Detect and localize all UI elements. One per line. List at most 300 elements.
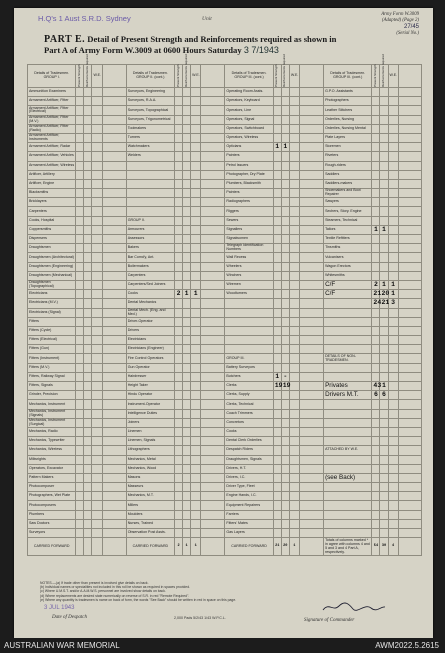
cell (398, 244, 421, 253)
present-value (372, 473, 380, 482)
cell (201, 262, 225, 271)
cell (299, 382, 323, 391)
trade-label: Electricians (126, 336, 174, 345)
cell (76, 538, 84, 556)
we-value (191, 464, 201, 473)
we-value (388, 216, 398, 225)
required-value (84, 262, 92, 271)
we-value (92, 391, 102, 400)
trade-label: Coach Trimmers (225, 409, 273, 418)
present-value (372, 253, 380, 262)
trade-label: Armament Artificer, Instruments (28, 133, 76, 142)
we-value (191, 519, 201, 528)
required-value (281, 354, 289, 363)
required-value (281, 418, 289, 427)
cell (398, 345, 421, 354)
required-value (380, 97, 388, 106)
cell (299, 455, 323, 464)
required-value (183, 473, 191, 482)
table-row (28, 427, 422, 436)
we-value (92, 473, 102, 482)
present-value (175, 124, 183, 133)
trade-label: Shoemakers and Boot Repairer (324, 189, 372, 198)
required-value (183, 216, 191, 225)
table-row (28, 317, 422, 326)
present-value (273, 115, 281, 124)
page-title (44, 34, 414, 55)
we-value (92, 483, 102, 492)
we-value (289, 317, 299, 326)
col-present: Present Strength (175, 65, 183, 88)
cell (299, 225, 323, 234)
cell (102, 464, 126, 473)
trade-label: Toolmakers (126, 124, 174, 133)
required-value (84, 207, 92, 216)
trade-label: Mechanics, Instrument (Surgical) (28, 418, 76, 427)
we-value (92, 446, 102, 455)
cell (201, 455, 225, 464)
trade-label: Armament Artificer, Fitter (Electrical) (28, 106, 76, 115)
trade-label: Clerks, Technical (225, 400, 273, 409)
we-value (92, 336, 102, 345)
present-value (273, 510, 281, 519)
trade-label: Intelligence Duties (126, 409, 174, 418)
required-value (84, 354, 92, 363)
col-required: Reinforcements required (183, 65, 191, 88)
present-value (76, 161, 84, 170)
present-value (175, 400, 183, 409)
unit-label: Unit (202, 16, 212, 22)
present-value (175, 317, 183, 326)
required-value (183, 106, 191, 115)
present-value (273, 198, 281, 207)
present-value (175, 198, 183, 207)
cell (398, 473, 421, 482)
present-value (175, 391, 183, 400)
we-value (289, 262, 299, 271)
present-value (175, 143, 183, 152)
present-value (76, 510, 84, 519)
table-row (28, 354, 422, 363)
we-value (289, 382, 299, 391)
carried-forward-label: CARRIED FORWARD (126, 538, 174, 556)
trade-label: Cooks (126, 290, 174, 299)
present-value (273, 262, 281, 271)
we-value (92, 409, 102, 418)
we-value (388, 225, 398, 234)
required-value (380, 308, 388, 317)
trade-label: Fitters (28, 317, 76, 326)
present-value (175, 308, 183, 317)
present-value (175, 299, 183, 308)
we-value (388, 207, 398, 216)
trade-label: Armament Artificer, Wireless (28, 161, 76, 170)
required-value (183, 372, 191, 381)
required-value (281, 464, 289, 473)
required-value (84, 519, 92, 528)
present-value (372, 437, 380, 446)
trade-label (225, 345, 273, 354)
trade-label: Plumbers (28, 510, 76, 519)
required-value (84, 326, 92, 335)
present-value (372, 161, 380, 170)
we-value (92, 244, 102, 253)
required-value (84, 345, 92, 354)
present-value (175, 473, 183, 482)
cell (201, 400, 225, 409)
trade-label: Watchmakers (126, 143, 174, 152)
trade-label (324, 400, 372, 409)
required-value (380, 124, 388, 133)
trade-label: Wheelers (225, 262, 273, 271)
required-value (84, 198, 92, 207)
cell (299, 290, 323, 299)
cell (102, 363, 126, 372)
cell (398, 280, 421, 289)
table-row (28, 216, 422, 225)
cell (299, 483, 323, 492)
required-value: 21 (381, 299, 390, 307)
present-value (76, 464, 84, 473)
cell (299, 179, 323, 188)
required-value (281, 207, 289, 216)
required-value (281, 510, 289, 519)
we-value (289, 400, 299, 409)
required-value (183, 299, 191, 308)
required-value (281, 225, 289, 234)
we-value (289, 280, 299, 289)
present-value (76, 400, 84, 409)
cell (102, 198, 126, 207)
required-value (380, 345, 388, 354)
we-value (191, 280, 201, 289)
cell (398, 161, 421, 170)
trade-label (324, 299, 372, 308)
we-value (388, 391, 398, 400)
required-value (380, 529, 388, 538)
cell (398, 253, 421, 262)
cell (102, 152, 126, 161)
required-value (183, 455, 191, 464)
present-value (76, 473, 84, 482)
we-value (289, 244, 299, 253)
col-group3: Details of Tradesmen. GROUP III. (cont.) (225, 65, 273, 88)
trade-label: Boilermakers (126, 262, 174, 271)
we-value (289, 437, 299, 446)
cell (201, 189, 225, 198)
trade-label: Vulcanisers (324, 253, 372, 262)
cell (299, 409, 323, 418)
cell (201, 510, 225, 519)
we-value (388, 529, 398, 538)
cell (201, 207, 225, 216)
we-value (92, 418, 102, 427)
required-value: 1 (183, 290, 191, 299)
required-value (183, 501, 191, 510)
we-value (191, 326, 201, 335)
table-row (28, 501, 422, 510)
required-value (380, 483, 388, 492)
required-value (281, 179, 289, 188)
strength-table (27, 54, 422, 556)
cell (398, 418, 421, 427)
cell (201, 427, 225, 436)
required-value (380, 207, 388, 216)
cell (102, 299, 126, 308)
we-value: 1 (191, 290, 201, 299)
cell (398, 455, 421, 464)
cf4-we: 4 (388, 538, 398, 556)
cell (299, 336, 323, 345)
we-value (92, 179, 102, 188)
trade-label: Wagon Erectors (324, 262, 372, 271)
we-value (388, 427, 398, 436)
required-value (84, 446, 92, 455)
present-value (175, 501, 183, 510)
cell (398, 354, 421, 363)
trade-label: Dental Mech. (Eng. and Med.) (126, 308, 174, 317)
we-value (388, 326, 398, 335)
trade-label: Drivers, I.C. (225, 473, 273, 482)
col-blank (398, 65, 421, 88)
cell (398, 152, 421, 161)
table-row (28, 492, 422, 501)
we-value (92, 152, 102, 161)
required-value (281, 97, 289, 106)
required-value (183, 115, 191, 124)
we-value (289, 216, 299, 225)
cell (398, 299, 421, 308)
cell (102, 271, 126, 280)
present-value (273, 290, 281, 299)
required-value (281, 106, 289, 115)
present-value (175, 437, 183, 446)
cell (299, 317, 323, 326)
present-value (372, 97, 380, 106)
required-value (380, 372, 388, 381)
trade-label: GROUP III. (225, 354, 273, 363)
required-value (84, 271, 92, 280)
table-row (28, 179, 422, 188)
present-value (76, 207, 84, 216)
trade-label: Sawyers (324, 198, 372, 207)
present-value (372, 317, 380, 326)
required-value (84, 244, 92, 253)
cell (102, 262, 126, 271)
trade-label: Draughtsmen (Topographical) (28, 280, 76, 289)
trade-label: Grinder, Precision (28, 391, 76, 400)
trade-label: Observation Post Assts. (126, 529, 174, 538)
present-value (273, 529, 281, 538)
present-value (372, 529, 380, 538)
required-value (183, 143, 191, 152)
present-value (76, 280, 84, 289)
required-value: - (281, 372, 289, 381)
required-value (281, 280, 289, 289)
trade-label: Fitters, Railway Signal (28, 372, 76, 381)
present-value (76, 308, 84, 317)
we-value (388, 179, 398, 188)
trade-label: Millwrights (28, 455, 76, 464)
present-value (273, 170, 281, 179)
required-value (183, 363, 191, 372)
cell (299, 492, 323, 501)
present-value (273, 235, 281, 244)
required-value (281, 161, 289, 170)
required-value (84, 529, 92, 538)
cell (299, 400, 323, 409)
trade-label: Wall Recess (225, 253, 273, 262)
we-value (289, 271, 299, 280)
required-value (380, 418, 388, 427)
present-value (372, 455, 380, 464)
required-value (183, 510, 191, 519)
required-value (281, 529, 289, 538)
trade-label: Concretors (225, 418, 273, 427)
unit-stamp: H.Q's 1 Aust S.R.D. Sydney (38, 14, 131, 23)
present-value (372, 170, 380, 179)
cell (398, 308, 421, 317)
cell (398, 538, 421, 556)
cell (398, 391, 421, 400)
we-value (92, 308, 102, 317)
we-value (191, 143, 201, 152)
cell (299, 345, 323, 354)
note: (b) Individual names or specialities not included in this roll be shown as required in spaces provided. (40, 585, 191, 590)
present-value (76, 519, 84, 528)
trade-label (324, 308, 372, 317)
cell (299, 216, 323, 225)
trade-label (324, 372, 372, 381)
table-row (28, 207, 422, 216)
title-line1: Detail of Present Strength and Reinforcements required as shown in (87, 34, 337, 44)
trade-label: Turners (126, 133, 174, 142)
cf3-present: 21 (273, 538, 281, 556)
present-value (76, 336, 84, 345)
cell (398, 326, 421, 335)
we-value (388, 464, 398, 473)
carried-forward-row (28, 538, 422, 556)
trade-label: Coppersmiths (28, 225, 76, 234)
trade-label: Fitters (Instrument) (28, 354, 76, 363)
we-value (388, 354, 398, 363)
required-value (380, 409, 388, 418)
present-value (273, 437, 281, 446)
trade-label: Assessors (126, 235, 174, 244)
cell (398, 409, 421, 418)
trade-label: Painters (225, 152, 273, 161)
we-value (191, 152, 201, 161)
cell (201, 198, 225, 207)
we-value (388, 400, 398, 409)
trade-label: Artificer, Engine (28, 179, 76, 188)
we-value (92, 510, 102, 519)
required-value (84, 290, 92, 299)
trade-label (324, 455, 372, 464)
we-value (191, 372, 201, 381)
trade-label: Wiremen (225, 280, 273, 289)
present-value (76, 244, 84, 253)
cell (102, 253, 126, 262)
trade-label (324, 418, 372, 427)
trade-label (126, 179, 174, 188)
required-value (281, 483, 289, 492)
required-value (84, 363, 92, 372)
table-row (28, 473, 422, 482)
cell (102, 336, 126, 345)
trade-label: Fitters (M.V.) (28, 363, 76, 372)
we-value (92, 133, 102, 142)
trade-label: Mechanics, Instrument (Signals) (28, 409, 76, 418)
required-value (183, 280, 191, 289)
table-row (28, 161, 422, 170)
required-value (84, 391, 92, 400)
required-value (380, 216, 388, 225)
required-value (281, 363, 289, 372)
trade-label: Sechers, Story. Engine (324, 207, 372, 216)
cell (398, 170, 421, 179)
required-value (84, 455, 92, 464)
cell (299, 538, 323, 556)
trade-label: Armourers (126, 225, 174, 234)
required-value (380, 133, 388, 142)
we-value (289, 427, 299, 436)
cell (299, 529, 323, 538)
present-value (273, 317, 281, 326)
present-value (76, 427, 84, 436)
present-value: 2 (372, 280, 380, 289)
required-value: 1 (380, 382, 388, 391)
required-value (281, 409, 289, 418)
trade-label: Armament Artificer, Fitter (28, 97, 76, 106)
trade-label: Woodturners (225, 290, 273, 299)
present-value (372, 400, 380, 409)
table-row (28, 519, 422, 528)
trade-label: Armament Artificer, Radar (28, 143, 76, 152)
required-value (380, 198, 388, 207)
we-value (191, 299, 201, 308)
present-value (175, 510, 183, 519)
required-value (380, 115, 388, 124)
title-line2: Part A of Army Form W.3009 at 0600 Hours Saturday (44, 45, 242, 55)
we-value (92, 400, 102, 409)
cf3-we: 1 (289, 538, 299, 556)
present-value (175, 271, 183, 280)
unit-stamp-area (24, 14, 131, 23)
we-value (289, 308, 299, 317)
cell (201, 225, 225, 234)
trade-label: Moulders (126, 510, 174, 519)
cell (201, 271, 225, 280)
cell (201, 280, 225, 289)
required-value (84, 115, 92, 124)
we-value (289, 519, 299, 528)
we-value (191, 400, 201, 409)
present-value (76, 152, 84, 161)
present-value (76, 409, 84, 418)
cell (299, 501, 323, 510)
required-value (380, 427, 388, 436)
we-value (289, 464, 299, 473)
required-value (183, 97, 191, 106)
table-row (28, 437, 422, 446)
present-value (372, 354, 380, 363)
cell (299, 253, 323, 262)
we-value (289, 189, 299, 198)
we-value (289, 115, 299, 124)
cell (102, 483, 126, 492)
we-value (191, 345, 201, 354)
